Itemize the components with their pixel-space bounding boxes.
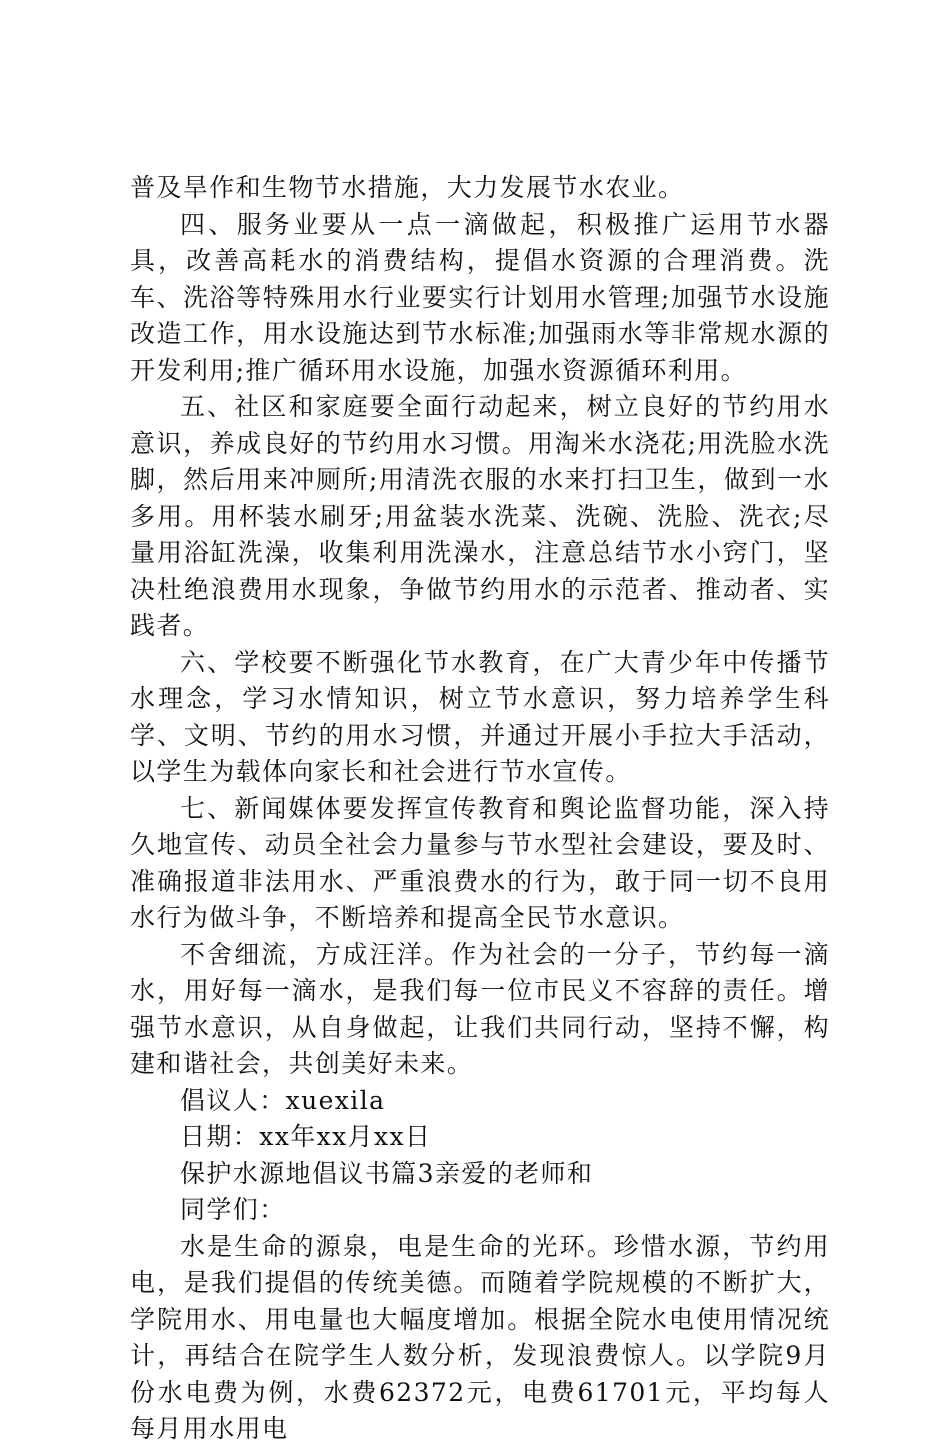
paragraph-water-electricity: 水是生命的源泉，电是生命的光环。珍惜水源，节约用电，是我们提倡的传统美德。而随着学院规模的不断扩大，学院用水、用电量也大幅度增加。根据全院水电使用情况统计，再结合在院学生人数分析，发现浪费惊人。以学院9月份水电费为例，水费62372元，电费61701元，平均每人每月用水用电 [130,1231,830,1443]
paragraph-agriculture-tail: 普及旱作和生物节水措施，大力发展节水农业。 [130,173,685,202]
paragraph-news-media: 七、新闻媒体要发挥宣传教育和舆论监督功能，深入持久地宣传、动员全社会力量参与节水型社会建设，要及时、准确报道非法用水、严重浪费水的行为，敢于同一切不良用水行为做斗争，不断培养和提高全民节水意识。 [130,793,830,932]
proposer-line: 倡议人：xuexila [180,1085,386,1115]
paragraph-community-family: 五、社区和家庭要全面行动起来，树立良好的节约用水意识，养成良好的节约用水习惯。用淘米水浇花;用洗脸水洗脚，然后用来冲厕所;用清洗衣服的水来打扫卫生，做到一水多用。用杯装水刷牙;用盆装水洗菜、洗碗、洗脸、洗衣;尽量用浴缸洗澡，收集利用洗澡水，注意总结节水小窍门，坚决杜绝浪费用水现象，争做节约用水的示范者、推动者、实践者。 [130,392,830,640]
date-line: 日期：xx年xx月xx日 [180,1122,432,1151]
salutation-line: 同学们： [180,1195,286,1224]
paragraph-conclusion: 不舍细流，方成汪洋。作为社会的一分子，节约每一滴水，用好每一滴水，是我们每一位市民义不容辞的责任。增强节水意识，从自身做起，让我们共同行动，坚持不懈，构建和谐社会，共创美好未来。 [130,939,830,1078]
next-article-title: 保护水源地倡议书篇3亲爱的老师和 [180,1158,594,1188]
document-body [130,170,830,1448]
paragraph-service-industry: 四、服务业要从一点一滴做起，积极推广运用节水器具，改善高耗水的消费结构，提倡水资源的合理消费。洗车、洗浴等特殊用水行业要实行计划用水管理;加强节水设施改造工作，用水设施达到节水标准;加强雨水等非常规水源的开发利用;推广循环用水设施，加强水资源循环利用。 [130,209,830,385]
paragraph-schools: 六、学校要不断强化节水教育，在广大青少年中传播节水理念，学习水情知识，树立节水意识，努力培养学生科学、文明、节约的用水习惯，并通过开展小手拉大手活动，以学生为载体向家长和社会进行节水宣传。 [130,647,830,786]
